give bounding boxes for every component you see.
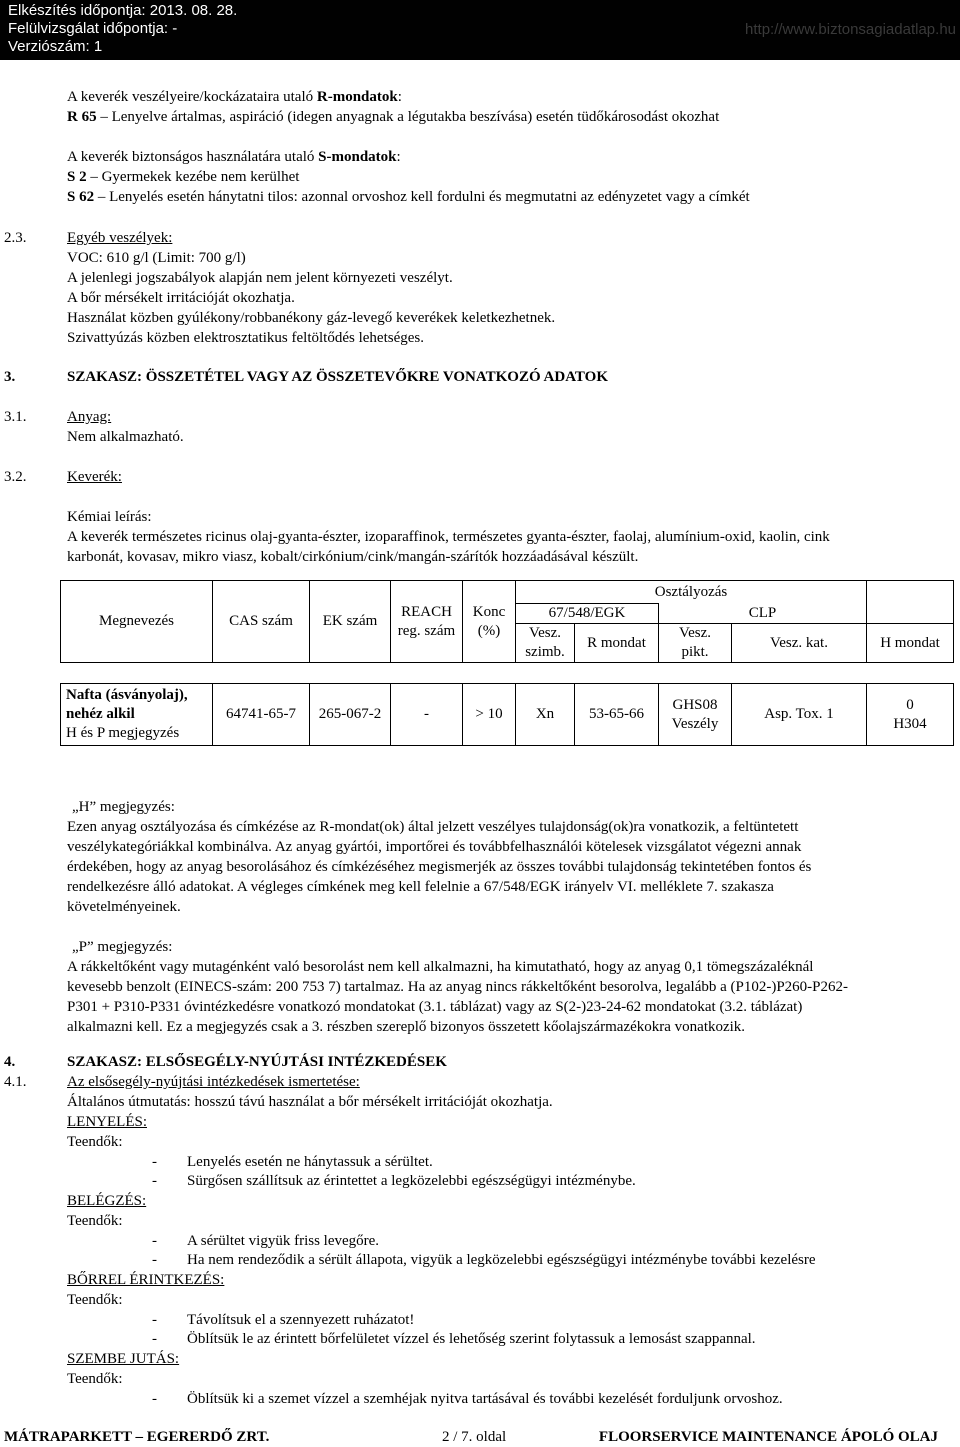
vesz-szimb-header-text: Vesz. szimb. — [525, 625, 565, 660]
section-3-1-title: Anyag: — [67, 409, 112, 425]
footer-page-number: 2 / 7. oldal — [442, 1429, 507, 1445]
cell-vesz-kat: Asp. Tox. 1 — [732, 684, 867, 746]
cell-h-mondat — [867, 684, 954, 746]
cell-ek: 265-067-2 — [310, 684, 391, 746]
eye-dash-1: - — [152, 1391, 157, 1407]
p-note-line-4: alkalmazni kell. Ez a megjegyzés csak a 3. részben szereplő bizonyos összetett kőolajszármazékokra vonatkozik. — [67, 1019, 746, 1035]
header-meta — [8, 2, 237, 56]
s2-phrase — [67, 167, 299, 187]
ingestion-item-2: Sürgősen szállítsuk az érintettet a legközelebbi egészségügyi intézménybe. — [187, 1173, 636, 1189]
footer-company: MÁTRAPARKETT – EGERERDŐ ZRT. — [4, 1429, 270, 1445]
r-phrases-intro — [67, 87, 402, 107]
inhalation-item-2: Ha nem rendeződik a sérült állapota, vigyük a legközelebbi egészségügyi intézménybe további kezelésre — [187, 1252, 816, 1268]
ingestion-todo-label: Teendők: — [67, 1134, 123, 1150]
col-header-clp: CLP — [659, 604, 867, 624]
header-spacer — [867, 581, 954, 604]
s62-code: S 62 — [67, 189, 95, 205]
section-3-1-text: Nem alkalmazható. — [67, 429, 184, 445]
col-header-ek: EK szám — [310, 581, 391, 663]
r-intro-text: A keverék veszélyeire/kockázataira utaló — [67, 89, 317, 105]
ingestion-item-1: Lenyelés esetén ne hánytassuk a sérültet. — [187, 1154, 433, 1170]
section-3-2-number: 3.2. — [4, 469, 27, 485]
p-note-line-3: P301 + P310-P331 óvintézkedésre vonatkozó mondatokat (3.1. táblázat) vagy az S(2-)23-24-62 mondatokat (3.2. táblázat) — [67, 999, 803, 1015]
r65-text: – Lenyelve ártalmas, aspiráció (idegen anyagnak a légutakba beszívása) esetén tüdőkárosodást okozhat — [96, 109, 720, 125]
inhalation-dash-2: - — [152, 1252, 157, 1268]
table-row — [61, 684, 954, 746]
skin-todo-label: Teendők: — [67, 1292, 123, 1308]
section-3-number: 3. — [4, 369, 16, 385]
section-3-2-title: Keverék: — [67, 469, 122, 485]
h-mondat-1: 0 — [906, 696, 914, 713]
r-intro-suffix: : — [397, 89, 402, 105]
header-url[interactable]: http://www.biztonsagiadatlap.hu — [745, 21, 956, 38]
eye-item-1: Öblítsük ki a szemet vízzel a szemhéjak nyitva tartásával és további kezelését forduljunk orvoshoz. — [187, 1391, 783, 1407]
p-note-line-1: A rákkeltőként vagy mutagénként való besorolást nem kell alkalmazni, ha kimutatható, hogy az anyag 0,1 tömegszázaléknál — [67, 959, 814, 975]
voc-line: VOC: 610 g/l (Limit: 700 g/l) — [67, 250, 246, 266]
p-note-line-2: kevesebb benzolt (EINECS-szám: 200 753 7) tartalmaz. Ha az anyag nincs rákkeltőként besorolva, legalább a (P102-)P260-P262- — [67, 979, 849, 995]
inhalation-todo-label: Teendők: — [67, 1213, 123, 1229]
chem-desc-line-2: karbonát, kovasav, mikro viasz, kobalt/cirkónium/cink/mangán-szárítók hozzáadásával készült. — [67, 549, 639, 565]
skin-dash-2: - — [152, 1331, 157, 1347]
pikt-signal: Veszély — [671, 715, 719, 732]
cell-vesz-pikt — [659, 684, 732, 746]
cell-konc: > 10 — [463, 684, 516, 746]
ingestion-heading: LENYELÉS: — [67, 1114, 147, 1130]
footer-product: FLOORSERVICE MAINTENANCE ÁPOLÓ OLAJ — [598, 1429, 938, 1445]
h-note-line-4: rendelkezésre álló adatokat. A végleges címkének meg kell felelnie a 67/548/EGK irányelv VI. melléklete 7. szakasza — [67, 879, 774, 895]
skin-item-2: Öblítsük le az érintett bőrfelületet vízzel és lehetőség szerint folytassuk a lemosást szappannal. — [187, 1331, 756, 1347]
section-2-3-number: 2.3. — [4, 230, 27, 246]
col-header-h-mondat: H mondat — [867, 624, 954, 663]
hazard-line-3: Használat közben gyúlékony/robbanékony gáz-levegő keverékek keletkezhetnek. — [67, 310, 556, 326]
chem-desc-label: Kémiai leírás: — [67, 509, 152, 525]
inhalation-dash-1: - — [152, 1233, 157, 1249]
h-note-line-3: érdekében, hogy az anyag besorolásához és címkézéséhez megismerjék az összes további tulajdonság tekintetében fontos és — [67, 859, 812, 875]
h-note-title: „H” megjegyzés: — [72, 799, 175, 815]
s62-text: – Lenyelés esetén hánytatni tilos: azonnal orvoshoz kell fordulni és megmutatni az edényzetet vagy a címkét — [94, 189, 750, 205]
review-date: Felülvizsgálat időpontja: - — [8, 20, 178, 37]
cell-vesz-szimb: Xn — [516, 684, 575, 746]
ingestion-dash-2: - — [152, 1173, 157, 1189]
h-mondat-2: H304 — [893, 715, 927, 732]
col-header-reach — [391, 581, 463, 663]
cell-reach: - — [391, 684, 463, 746]
ingestion-dash-1: - — [152, 1154, 157, 1170]
skin-heading: BŐRREL ÉRINTKEZÉS: — [67, 1272, 225, 1288]
konc-header-text: Konc (%) — [472, 603, 506, 639]
section-4-1-title: Az elsősegély-nyújtási intézkedések ismertetése: — [67, 1074, 360, 1090]
skin-item-1: Távolítsuk el a szennyezett ruházatot! — [187, 1312, 415, 1328]
table-gap — [61, 663, 954, 684]
general-guidance: Általános útmutatás: hosszú távú használat a bőr mérsékelt irritációját okozhatja. — [67, 1094, 553, 1110]
section-3-1-number: 3.1. — [4, 409, 27, 425]
cell-cas: 64741-65-7 — [213, 684, 310, 746]
document-footer — [0, 1428, 960, 1447]
pikt-code: GHS08 — [672, 696, 718, 713]
h-note-line-2: veszélykategóriákkal kombinálva. Az anyag gyártói, importőrei és továbbfelhasználói kötelesek vizsgálatot végezni annak — [67, 839, 802, 855]
h-note-line-5: követelményeinek. — [67, 899, 181, 915]
col-header-vesz-szimb — [516, 624, 575, 663]
chem-desc-line-1: A keverék természetes ricinus olaj-gyanta-észter, izoparaffinok, természetes gyanta-észter, faolaj, alumínium-oxid, kaolin, cink — [67, 529, 830, 545]
s-intro-suffix: : — [396, 149, 401, 165]
eye-heading: SZEMBE JUTÁS: — [67, 1351, 180, 1367]
vesz-pikt-header-text: Vesz. pikt. — [678, 625, 712, 660]
col-header-r-mondat: R mondat — [575, 624, 659, 663]
h-note-line-1: Ezen anyag osztályozása és címkézése az R-mondat(ok) által jelzett veszélyes tulajdonság(ok)ra vonatkozik, a feltüntetett — [67, 819, 799, 835]
s2-code: S 2 — [67, 169, 87, 185]
cell-substance-name — [61, 684, 213, 746]
col-header-cas: CAS szám — [213, 581, 310, 663]
substance-name-2: nehéz alkil — [66, 706, 135, 722]
version-number: Verziószám: 1 — [8, 38, 103, 55]
col-header-konc — [463, 581, 516, 663]
r65-code: R 65 — [67, 109, 97, 125]
creation-date: Elkészítés időpontja: 2013. 08. 28. — [8, 2, 238, 19]
hazard-line-4: Szivattyúzás közben elektrosztatikus feltöltődés lehetséges. — [67, 330, 424, 346]
reach-header-text: REACH reg. szám — [397, 603, 456, 639]
r65-phrase — [67, 107, 719, 127]
substance-name-1: Nafta (ásványolaj), — [66, 687, 188, 703]
section-3-title: SZAKASZ: ÖSSZETÉTEL VAGY AZ ÖSSZETEVŐKRE VONATKOZÓ ADATOK — [67, 369, 608, 385]
col-header-vesz-pikt — [659, 624, 732, 663]
inhalation-item-1: A sérültet vigyük friss levegőre. — [187, 1233, 380, 1249]
eye-todo-label: Teendők: — [67, 1371, 123, 1387]
col-header-67-548: 67/548/EGK — [516, 604, 659, 624]
s2-text: – Gyermekek kezébe nem kerülhet — [86, 169, 300, 185]
s-phrases-intro — [67, 147, 401, 167]
section-2-3-title: Egyéb veszélyek: — [67, 230, 173, 246]
hazard-line-1: A jelenlegi jogszabályok alapján nem jelent környezeti veszélyt. — [67, 270, 453, 286]
composition-table — [60, 580, 954, 746]
document-header — [0, 0, 960, 60]
p-note-title: „P” megjegyzés: — [72, 939, 173, 955]
col-header-classification: Osztályozás — [516, 581, 867, 604]
section-4-1-number: 4.1. — [4, 1074, 27, 1090]
r-intro-bold: R-mondatok — [316, 89, 398, 105]
cell-r-mondat: 53-65-66 — [575, 684, 659, 746]
s-intro-bold: S-mondatok — [318, 149, 397, 165]
substance-note: H és P megjegyzés — [66, 725, 180, 741]
col-header-vesz-kat: Vesz. kat. — [732, 624, 867, 663]
hazard-line-2: A bőr mérsékelt irritációját okozhatja. — [67, 290, 295, 306]
inhalation-heading: BELÉGZÉS: — [67, 1193, 147, 1209]
s62-phrase — [67, 187, 750, 207]
header-spacer-2 — [867, 604, 954, 624]
s-intro-text: A keverék biztonságos használatára utaló — [67, 149, 319, 165]
skin-dash-1: - — [152, 1312, 157, 1328]
section-4-title: SZAKASZ: ELSŐSEGÉLY-NYÚJTÁSI INTÉZKEDÉSEK — [67, 1054, 447, 1070]
section-4-number: 4. — [4, 1054, 16, 1070]
col-header-name: Megnevezés — [61, 581, 213, 663]
